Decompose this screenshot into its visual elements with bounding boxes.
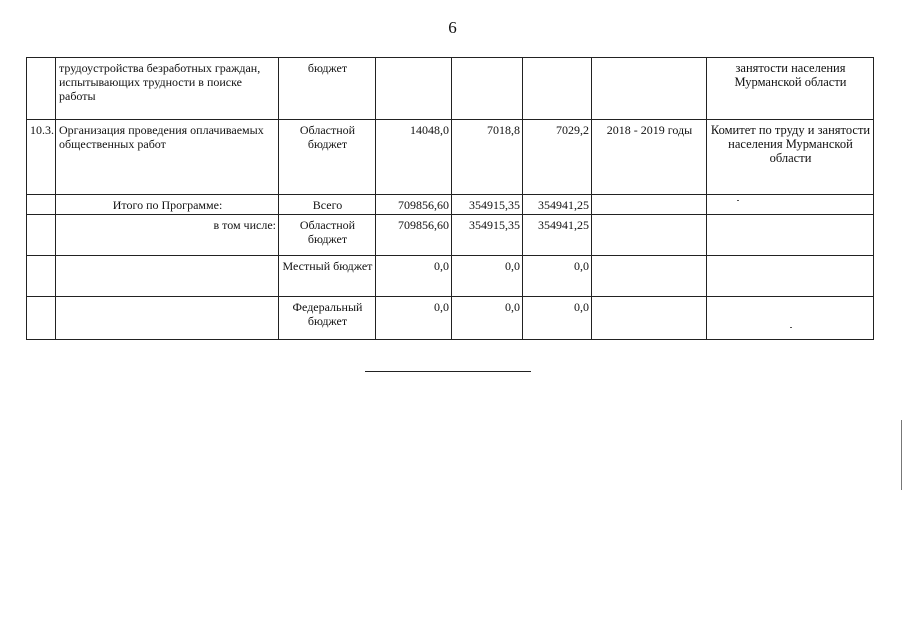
executor bbox=[707, 256, 874, 297]
row-number: 10.3. bbox=[27, 120, 56, 195]
period bbox=[592, 256, 707, 297]
row-number bbox=[27, 256, 56, 297]
executor: Комитет по труду и занятости населения Мурманской области bbox=[707, 120, 874, 195]
row-number bbox=[27, 297, 56, 340]
amount-total: 0,0 bbox=[376, 256, 452, 297]
funding-source: Областной бюджет bbox=[279, 215, 376, 256]
amount-total: 709856,60 bbox=[376, 195, 452, 215]
amount-2019: 354941,25 bbox=[523, 215, 592, 256]
table-row-federal bbox=[27, 297, 874, 340]
amount-total: 0,0 bbox=[376, 297, 452, 340]
period bbox=[592, 58, 707, 120]
period bbox=[592, 215, 707, 256]
row-number bbox=[27, 195, 56, 215]
event-name: в том числе: bbox=[56, 215, 279, 256]
funding-source: Всего bbox=[279, 195, 376, 215]
funding-source: Местный бюджет bbox=[279, 256, 376, 297]
table-row-regional bbox=[27, 215, 874, 256]
event-name: Организация проведения оплачиваемых общественных работ bbox=[56, 120, 279, 195]
period: 2018 - 2019 годы bbox=[592, 120, 707, 195]
table-row-total bbox=[27, 195, 874, 215]
amount-2019: 354941,25 bbox=[523, 195, 592, 215]
page-number: 6 bbox=[448, 18, 457, 37]
amount-2019 bbox=[523, 58, 592, 120]
amount-2018: 7018,8 bbox=[452, 120, 523, 195]
amount-2019: 0,0 bbox=[523, 256, 592, 297]
program-table bbox=[26, 57, 874, 340]
table-row-local bbox=[27, 256, 874, 297]
event-name bbox=[56, 256, 279, 297]
row-number bbox=[27, 58, 56, 120]
scan-speck bbox=[737, 200, 739, 201]
event-name: Итого по Программе: bbox=[56, 195, 279, 215]
row-number bbox=[27, 215, 56, 256]
period bbox=[592, 297, 707, 340]
amount-2018: 0,0 bbox=[452, 297, 523, 340]
scan-edge-mark bbox=[901, 420, 902, 490]
amount-2019: 0,0 bbox=[523, 297, 592, 340]
amount-total: 14048,0 bbox=[376, 120, 452, 195]
scan-speck bbox=[790, 327, 792, 328]
amount-total: 709856,60 bbox=[376, 215, 452, 256]
executor: занятости населения Мурманской области bbox=[707, 58, 874, 120]
table-row-10-3 bbox=[27, 120, 874, 195]
amount-2019: 7029,2 bbox=[523, 120, 592, 195]
amount-2018: 0,0 bbox=[452, 256, 523, 297]
amount-total bbox=[376, 58, 452, 120]
executor bbox=[707, 297, 874, 340]
event-name: трудоустройства безработных граждан, испытывающих трудности в поиске работы bbox=[56, 58, 279, 120]
period bbox=[592, 195, 707, 215]
amount-2018: 354915,35 bbox=[452, 215, 523, 256]
funding-source: Областной бюджет bbox=[279, 120, 376, 195]
table-row-continuation bbox=[27, 58, 874, 120]
funding-source: Федеральный бюджет bbox=[279, 297, 376, 340]
funding-source: бюджет bbox=[279, 58, 376, 120]
amount-2018 bbox=[452, 58, 523, 120]
event-name bbox=[56, 297, 279, 340]
amount-2018: 354915,35 bbox=[452, 195, 523, 215]
executor bbox=[707, 195, 874, 215]
closing-rule bbox=[365, 371, 531, 372]
executor bbox=[707, 215, 874, 256]
